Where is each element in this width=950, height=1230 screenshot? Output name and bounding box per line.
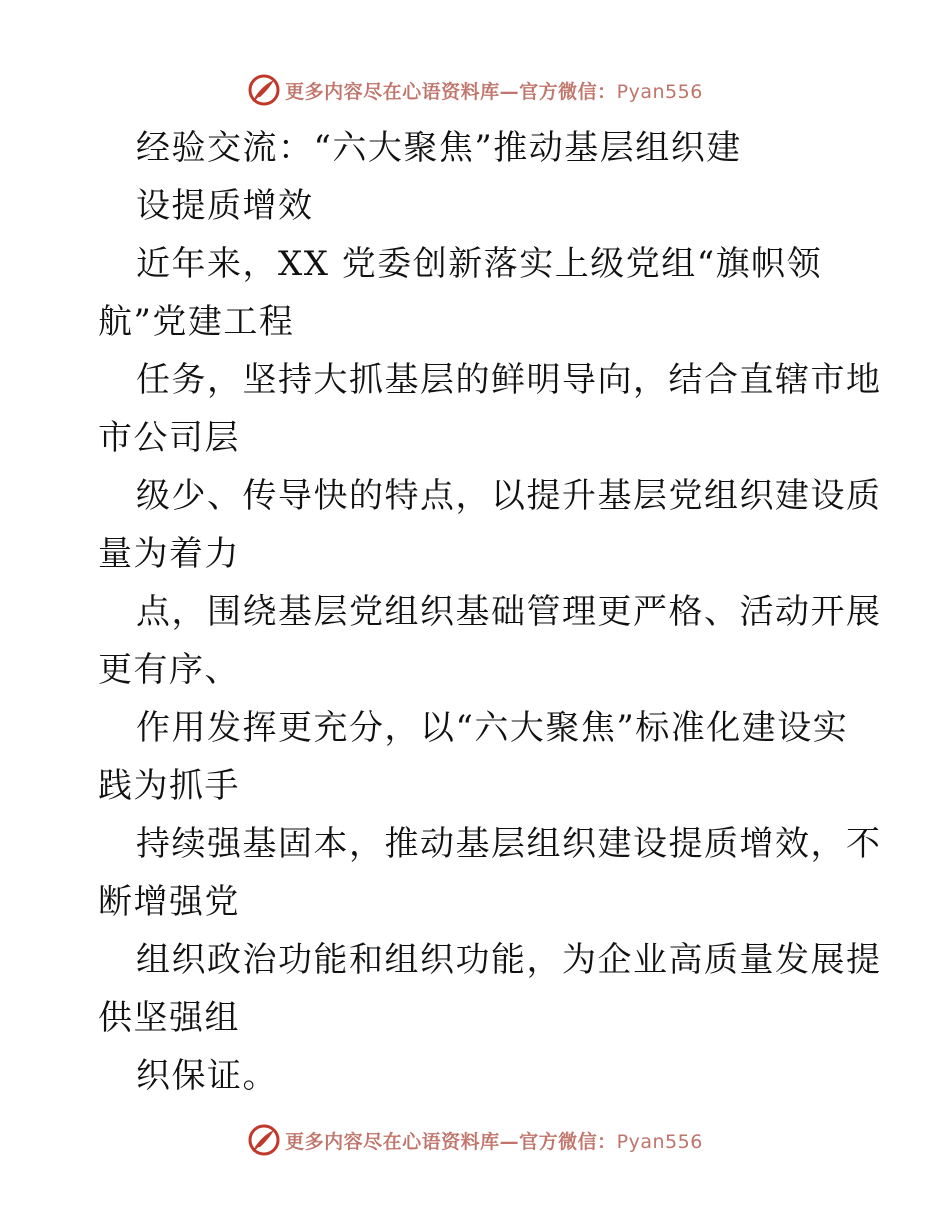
paragraph-line: 织保证。 bbox=[136, 1056, 278, 1096]
paragraph-line: 任务，坚持大抓基层的鲜明导向，结合直辖市地 bbox=[136, 360, 882, 400]
paragraph-line: 践为抓手 bbox=[98, 766, 240, 806]
banner-text bbox=[285, 1127, 703, 1154]
footer-watermark-banner bbox=[0, 1120, 950, 1160]
banner-wechat-id: Pyan556 bbox=[616, 1130, 703, 1153]
quill-logo-icon bbox=[247, 1123, 281, 1157]
banner-text-cn: 更多内容尽在心语资料库—官方微信： bbox=[285, 80, 617, 103]
banner-text-cn: 更多内容尽在心语资料库—官方微信： bbox=[285, 1130, 617, 1153]
paragraph-line: 供坚强组 bbox=[98, 998, 240, 1038]
paragraph-line: 组织政治功能和组织功能，为企业高质量发展提 bbox=[136, 940, 882, 980]
paragraph-line: 更有序、 bbox=[98, 650, 240, 690]
paragraph-line: 量为着力 bbox=[98, 534, 240, 574]
paragraph-line: 持续强基固本，推动基层组织建设提质增效，不 bbox=[136, 824, 882, 864]
paragraph-line: 航”党建工程 bbox=[98, 302, 295, 342]
paragraph-line: 断增强党 bbox=[98, 882, 240, 922]
paragraph-line: 近年来，XX 党委创新落实上级党组“旗帜领 bbox=[136, 244, 823, 284]
document-title-line-1: 经验交流：“六大聚焦”推动基层组织建 bbox=[136, 128, 742, 168]
banner-wechat-id: Pyan556 bbox=[616, 80, 703, 103]
paragraph-line: 作用发挥更充分，以“六大聚焦”标准化建设实 bbox=[136, 708, 849, 748]
paragraph-line: 级少、传导快的特点，以提升基层党组织建设质 bbox=[136, 476, 882, 516]
paragraph-line: 市公司层 bbox=[98, 418, 240, 458]
document-title-line-2: 设提质增效 bbox=[136, 186, 314, 226]
paragraph-line: 点，围绕基层党组织基础管理更严格、活动开展 bbox=[136, 592, 882, 632]
